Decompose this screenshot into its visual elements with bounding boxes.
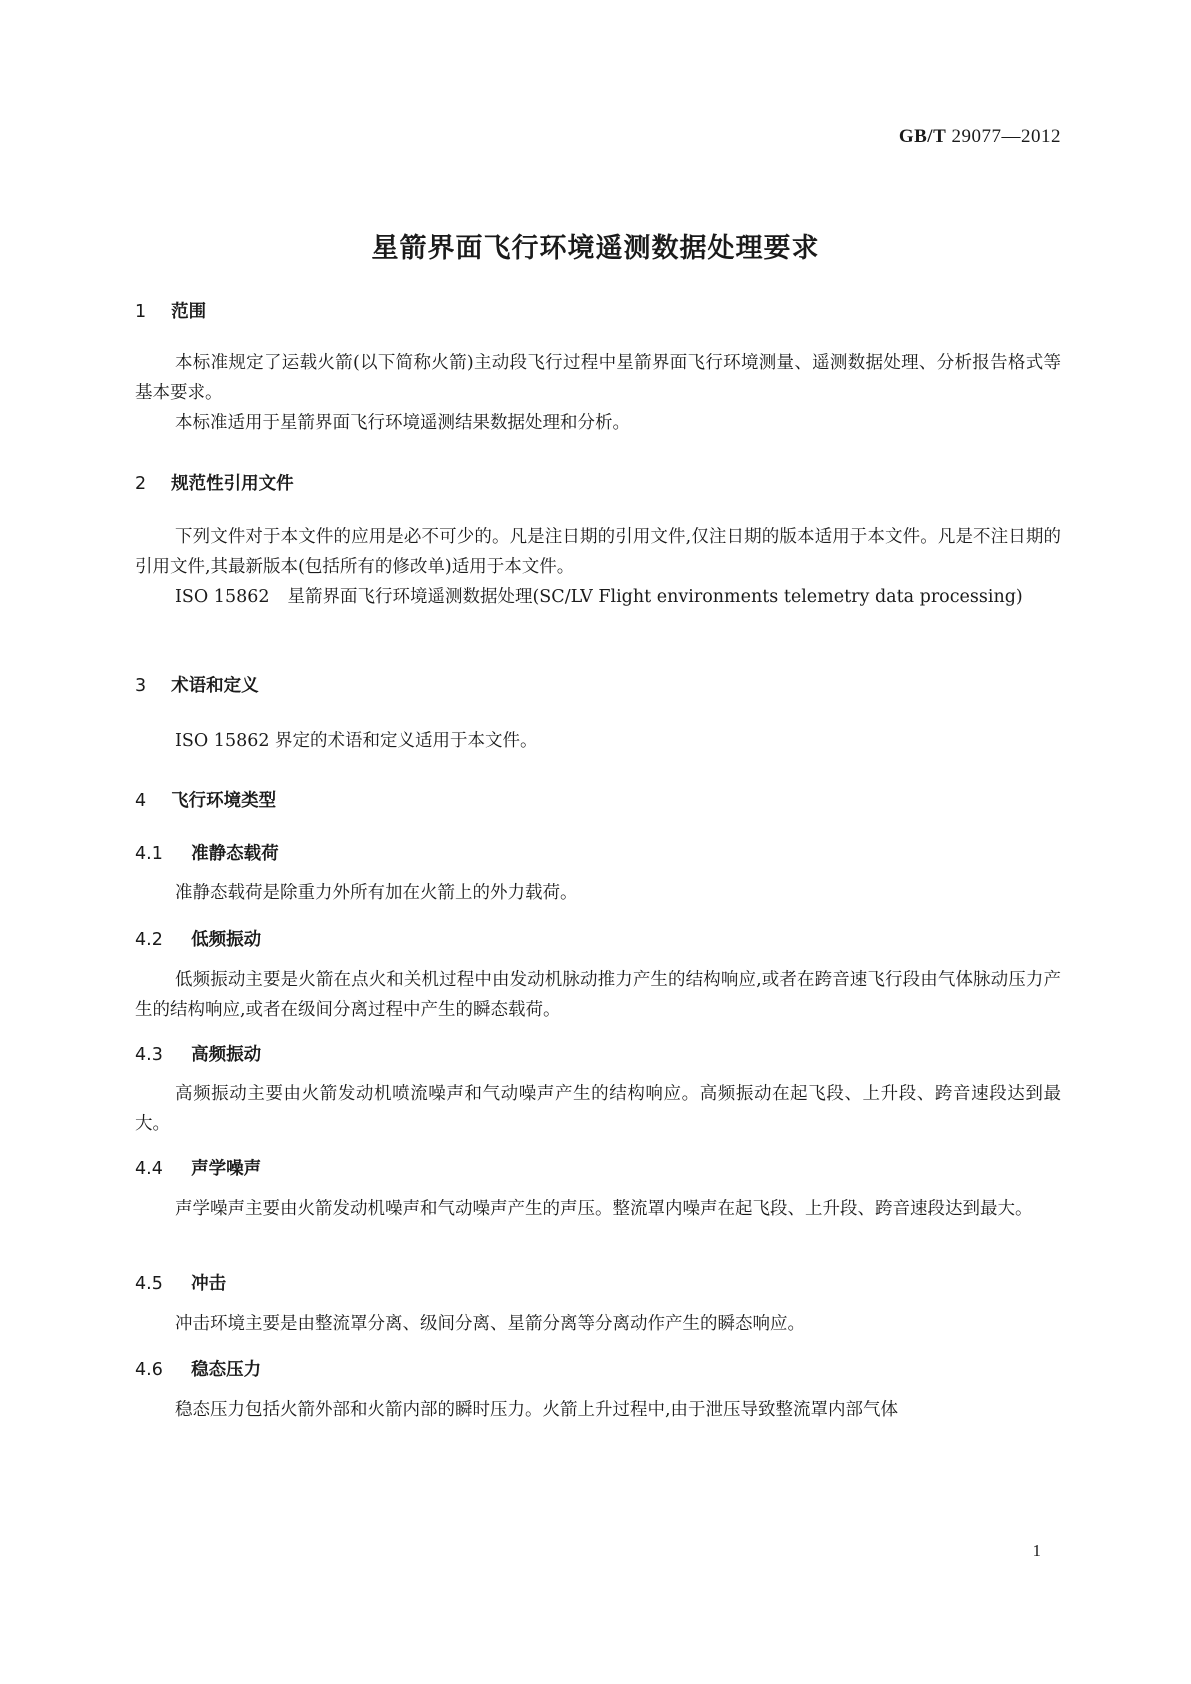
subsection-4-3-heading <box>135 1041 261 1066</box>
section-2-heading <box>135 470 294 495</box>
section-3-paragraph-1: ISO 15862 界定的术语和定义适用于本文件。 <box>175 731 538 751</box>
section-title: 范围 <box>171 302 207 322</box>
subsection-4-6-text: 稳态压力包括火箭外部和火箭内部的瞬时压力。火箭上升过程中,由于泄压导致整流罩内部气体 <box>175 1400 899 1420</box>
standard-code <box>899 126 1061 148</box>
section-title: 术语和定义 <box>171 676 259 696</box>
subsection-number: 4.4 <box>135 1159 163 1179</box>
section-title: 规范性引用文件 <box>171 474 294 494</box>
section-1-heading <box>135 298 206 323</box>
subsection-title: 稳态压力 <box>191 1360 262 1380</box>
subsection-4-1-text: 准静态载荷是除重力外所有加在火箭上的外力载荷。 <box>175 883 578 903</box>
reference-code: ISO 15862 <box>175 587 270 607</box>
subsection-number: 4.3 <box>135 1045 163 1065</box>
subsection-title: 高频振动 <box>191 1045 262 1065</box>
subsection-number: 4.2 <box>135 930 163 950</box>
subsection-4-3-text: 高频振动主要由火箭发动机喷流噪声和气动噪声产生的结构响应。高频振动在起飞段、上升段、跨音速段达到最大。 <box>135 1084 1061 1134</box>
subsection-number: 4.1 <box>135 844 163 864</box>
section-3-heading <box>135 672 259 697</box>
subsection-title: 低频振动 <box>191 930 262 950</box>
subsection-title: 声学噪声 <box>191 1159 262 1179</box>
subsection-title: 冲击 <box>191 1274 227 1294</box>
section-number: 3 <box>135 676 147 696</box>
reference-title: 星箭界面飞行环境遥测数据处理(SC/LV Flight environments telemetry data processing) <box>287 587 1023 607</box>
section-1-paragraph-2: 本标准适用于星箭界面飞行环境遥测结果数据处理和分析。 <box>175 413 630 433</box>
subsection-4-6-heading <box>135 1356 261 1381</box>
normative-reference <box>135 582 1061 612</box>
section-4-heading <box>135 787 276 812</box>
subsection-4-1-heading <box>135 840 279 865</box>
standard-prefix: GB/T <box>898 126 947 147</box>
section-2-paragraph-1: 下列文件对于本文件的应用是必不可少的。凡是注日期的引用文件,仅注日期的版本适用于本文件。凡是不注日期的引用文件,其最新版本(包括所有的修改单)适用于本文件。 <box>135 527 1061 577</box>
section-title: 飞行环境类型 <box>171 791 277 811</box>
section-1-paragraph-1: 本标准规定了运载火箭(以下简称火箭)主动段飞行过程中星箭界面飞行环境测量、遥测数据处理、分析报告格式等基本要求。 <box>135 353 1061 403</box>
section-number: 4 <box>135 791 147 811</box>
page-number: 1 <box>1032 1541 1041 1560</box>
subsection-4-2-heading <box>135 926 261 951</box>
subsection-4-2-text: 低频振动主要是火箭在点火和关机过程中由发动机脉动推力产生的结构响应,或者在跨音速飞行段由气体脉动压力产生的结构响应,或者在级间分离过程中产生的瞬态载荷。 <box>135 970 1061 1020</box>
subsection-title: 准静态载荷 <box>191 844 279 864</box>
subsection-4-5-text: 冲击环境主要是由整流罩分离、级间分离、星箭分离等分离动作产生的瞬态响应。 <box>175 1314 805 1334</box>
subsection-number: 4.6 <box>135 1360 163 1380</box>
document-title: 星箭界面飞行环境遥测数据处理要求 <box>371 233 820 264</box>
section-number: 1 <box>135 302 147 322</box>
subsection-4-5-heading <box>135 1270 226 1295</box>
subsection-4-4-text: 声学噪声主要由火箭发动机噪声和气动噪声产生的声压。整流罩内噪声在起飞段、上升段、跨音速段达到最大。 <box>175 1199 1033 1219</box>
section-number: 2 <box>135 474 147 494</box>
standard-number: 29077—2012 <box>951 126 1061 147</box>
subsection-number: 4.5 <box>135 1274 163 1294</box>
subsection-4-4-heading <box>135 1155 261 1180</box>
